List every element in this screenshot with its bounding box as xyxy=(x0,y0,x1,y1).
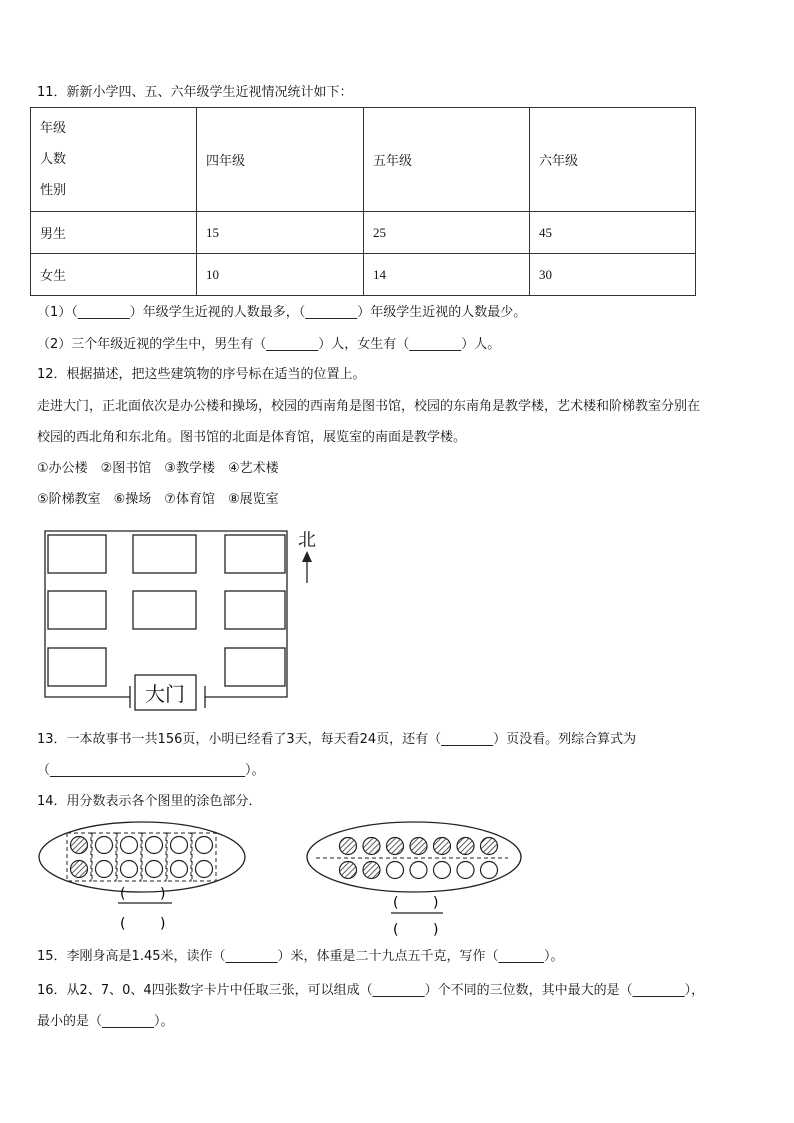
shaded-circle xyxy=(340,838,357,855)
q16-line2: 最小的是（________）。 xyxy=(37,1014,174,1029)
shaded-circle xyxy=(340,862,357,879)
column-header: 五年级 xyxy=(364,108,530,212)
figure1-numerator-open: ( xyxy=(120,886,126,902)
empty-circle xyxy=(410,862,427,879)
figure2-denominator-close: ) xyxy=(433,922,439,938)
gate-label: 大门 xyxy=(145,682,185,706)
figure1-group-dividers xyxy=(67,833,216,881)
empty-circle xyxy=(96,837,113,854)
row-label: 女生 xyxy=(31,254,197,296)
column-header: 四年级 xyxy=(197,108,364,212)
table-cell: 10 xyxy=(197,254,364,296)
empty-circle xyxy=(196,861,213,878)
empty-circle xyxy=(146,837,163,854)
q12-desc-line2: 校园的西北角和东北角。图书馆的北面是体育馆，展览室的南面是教学楼。 xyxy=(37,430,467,445)
column-header: 六年级 xyxy=(530,108,696,212)
shaded-circle xyxy=(363,862,380,879)
q16-line1: 16．从2、7、0、4四张数字卡片中任取三张，可以组成（________）个不同的三位数，其中最大的是（________）， xyxy=(37,983,705,998)
north-label: 北 xyxy=(298,530,316,551)
table-cell: 30 xyxy=(530,254,696,296)
shaded-circle xyxy=(457,838,474,855)
shaded-circle xyxy=(481,838,498,855)
shaded-circle xyxy=(410,838,427,855)
empty-circle xyxy=(171,837,188,854)
figure1-denominator-close: ) xyxy=(160,916,166,932)
empty-circle xyxy=(146,861,163,878)
figure2-numerator-close: ) xyxy=(433,895,439,911)
shaded-circle xyxy=(71,837,88,854)
table-cell: 25 xyxy=(364,212,530,254)
empty-circle xyxy=(171,861,188,878)
corner-gender: 性别 xyxy=(40,183,67,198)
figure1-denominator-open: ( xyxy=(120,916,126,932)
empty-circle xyxy=(121,861,138,878)
empty-circle xyxy=(196,837,213,854)
table-cell: 14 xyxy=(364,254,530,296)
q11-sub1: （1）（________）年级学生近视的人数最多，（________）年级学生近视的人数最少。 xyxy=(37,305,527,320)
table-cell: 15 xyxy=(197,212,364,254)
table-cell: 45 xyxy=(530,212,696,254)
figure2-numerator-open: ( xyxy=(393,895,399,911)
q11-sub2: （2）三个年级近视的学生中，男生有（________）人，女生有（________）人。 xyxy=(37,337,501,352)
q15-line: 15．李刚身高是1.45米，读作（________）米，体重是二十九点五千克，写作（_______）。 xyxy=(37,949,564,964)
corner-grade: 年级 xyxy=(40,121,67,136)
row-label: 男生 xyxy=(31,212,197,254)
q12-options-line1: ①办公楼 ②图书馆 ③教学楼 ④艺术楼 xyxy=(37,461,279,476)
empty-circle xyxy=(457,862,474,879)
q12-options-line2: ⑤阶梯教室 ⑥操场 ⑦体育馆 ⑧展览室 xyxy=(37,492,279,507)
q12-title: 12．根据描述，把这些建筑物的序号标在适当的位置上。 xyxy=(37,367,366,382)
shaded-circle xyxy=(387,838,404,855)
figure1-numerator-close: ) xyxy=(160,886,166,902)
shaded-circle xyxy=(363,838,380,855)
q14-title: 14．用分数表示各个图里的涂色部分． xyxy=(37,794,262,809)
q11-title: 11．新新小学四、五、六年级学生近视情况统计如下： xyxy=(37,85,353,100)
empty-circle xyxy=(96,861,113,878)
empty-circle xyxy=(481,862,498,879)
q13-line2: （______________________________）。 xyxy=(37,763,265,778)
figure2-denominator-open: ( xyxy=(393,922,399,938)
q12-desc-line1: 走进大门，正北面依次是办公楼和操场，校园的西南角是图书馆，校园的东南角是教学楼，艺术楼和阶梯教室分别在 xyxy=(37,399,701,414)
empty-circle xyxy=(387,862,404,879)
empty-circle xyxy=(121,837,138,854)
corner-count: 人数 xyxy=(40,152,67,167)
shaded-circle xyxy=(71,861,88,878)
figure2-ellipse xyxy=(307,822,521,892)
empty-circle xyxy=(434,862,451,879)
q13-line1: 13．一本故事书一共156页，小明已经看了3天，每天看24页，还有（________）页没看。列综合算式为 xyxy=(37,732,637,747)
shaded-circle xyxy=(434,838,451,855)
